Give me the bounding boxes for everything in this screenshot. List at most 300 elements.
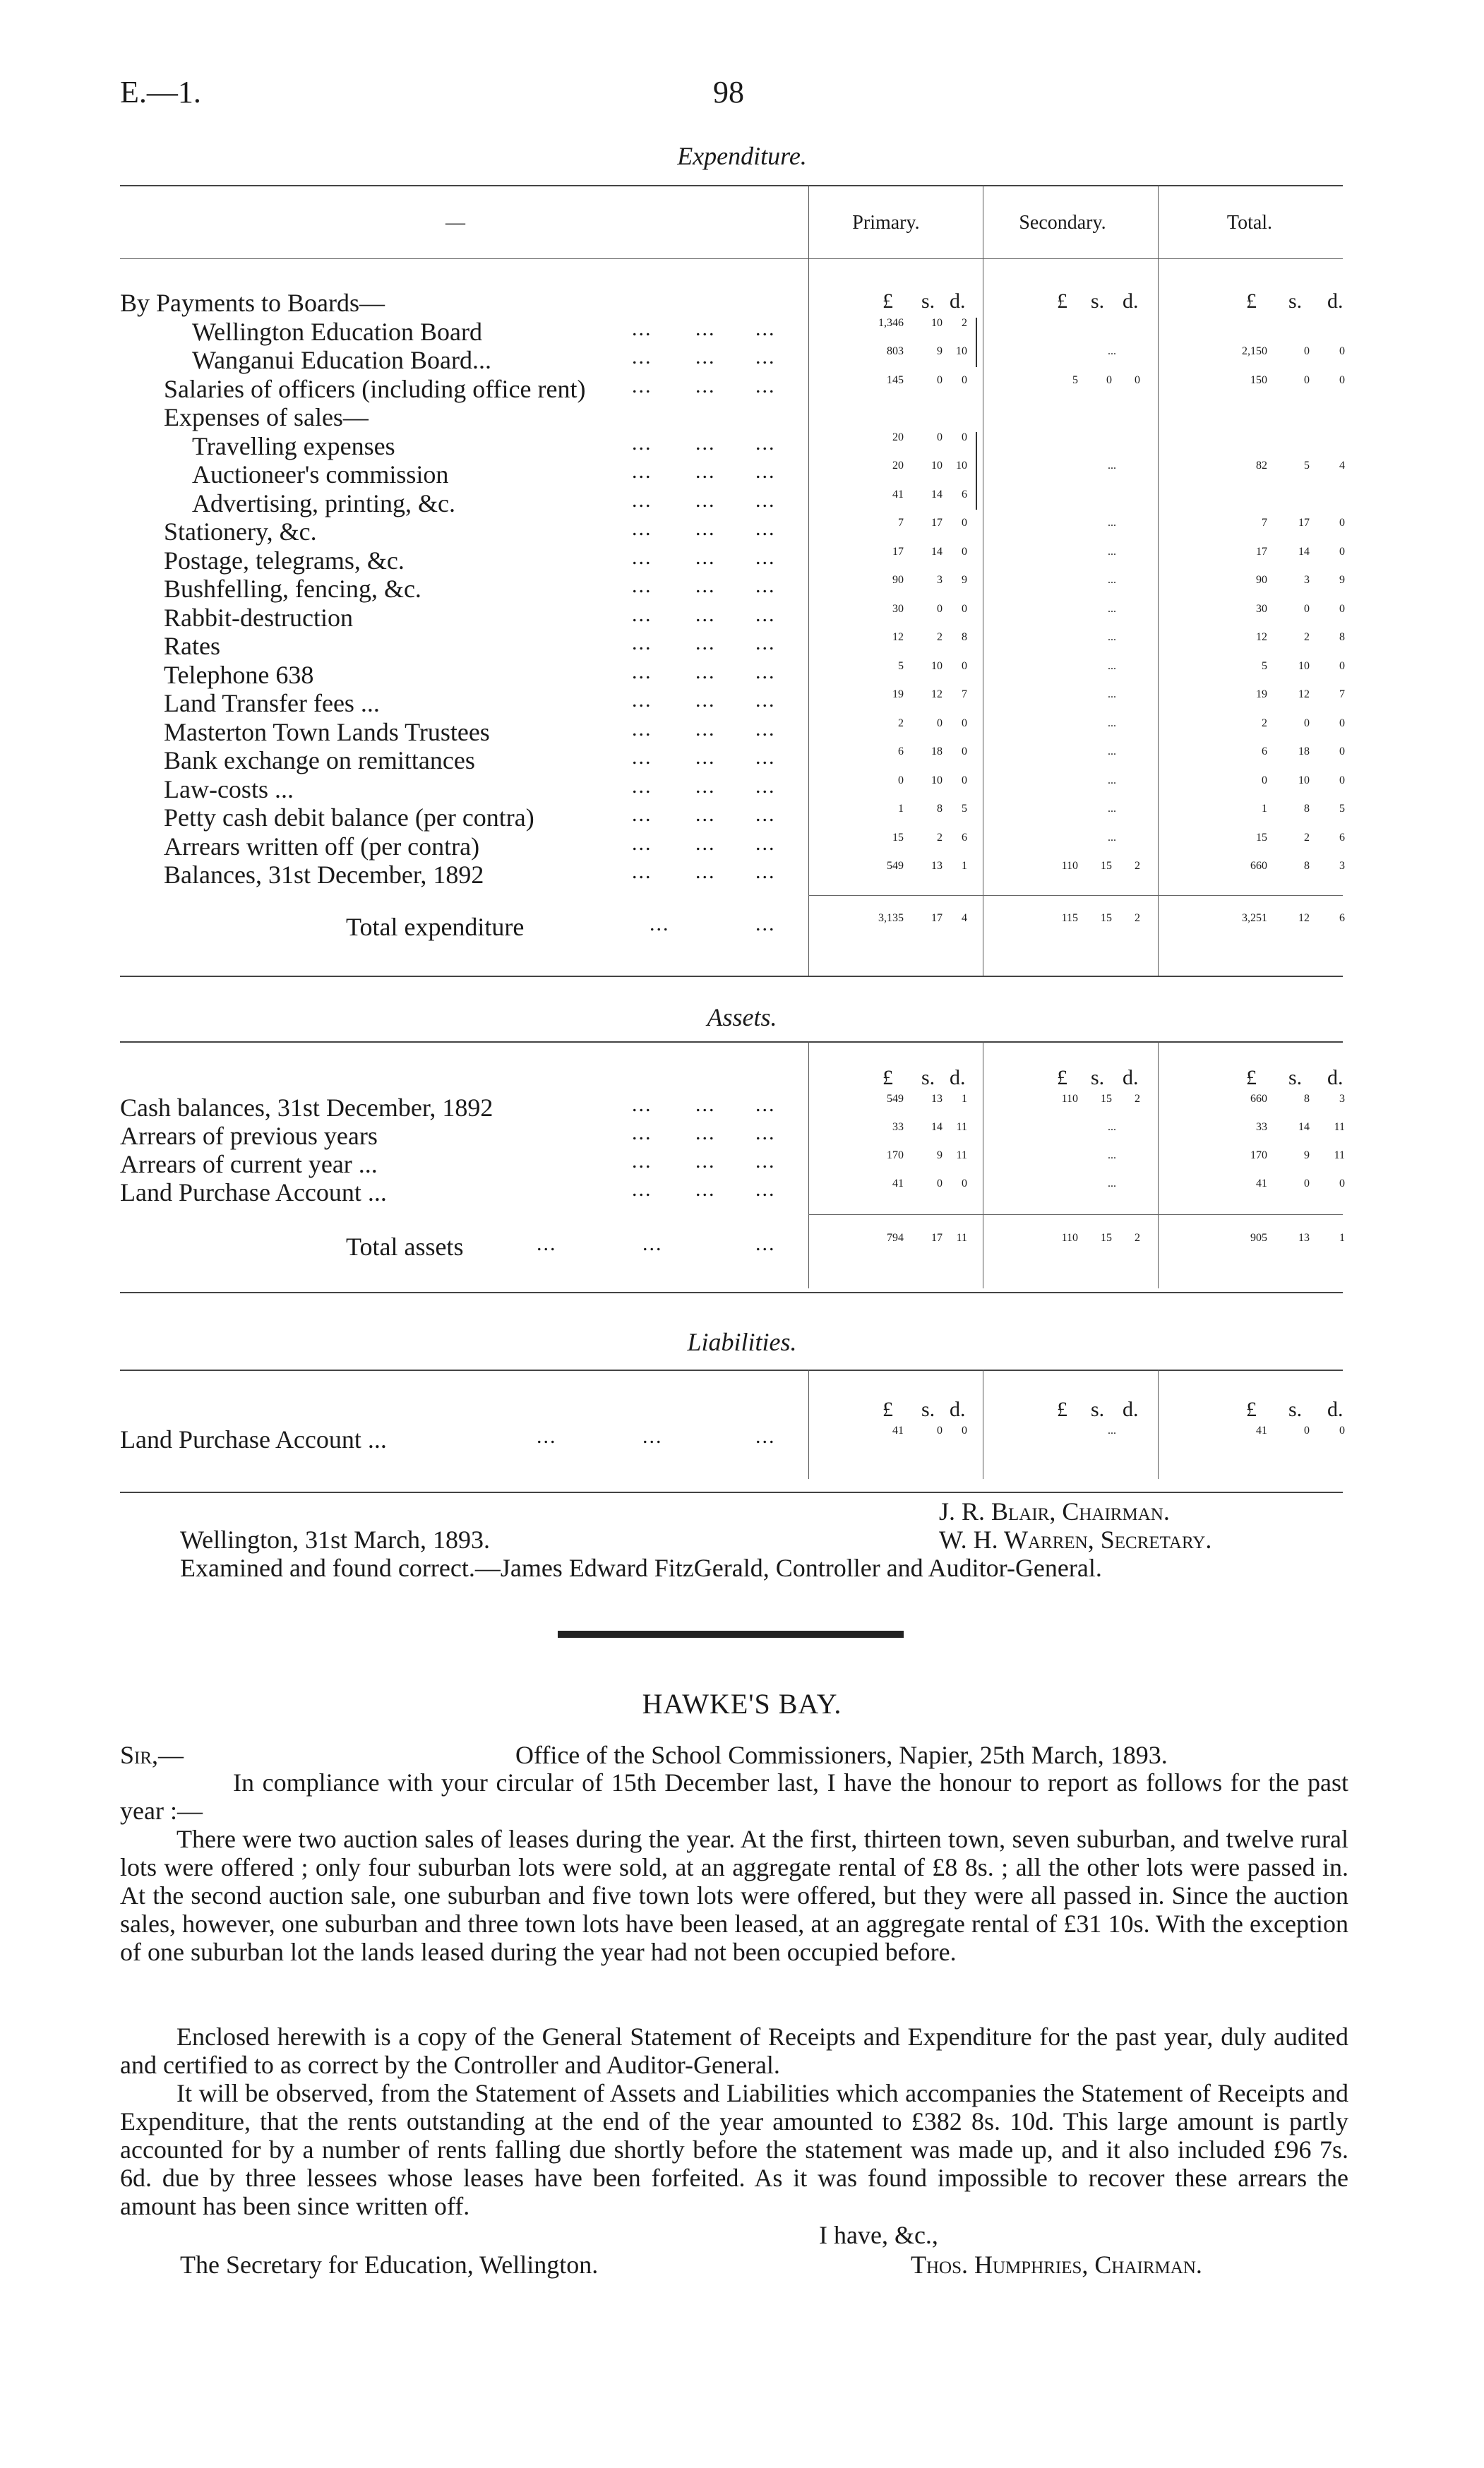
expenditure-row-primary-d: 0	[962, 660, 967, 672]
expenditure-row-label: Arrears written off (per contra)	[164, 832, 480, 861]
leader-dots: ...	[695, 460, 716, 483]
expenditure-row-primary-s: 2	[937, 631, 943, 643]
expenditure-row-total-d: 0	[1339, 774, 1345, 786]
leader-dots: ...	[632, 803, 652, 826]
assets-row-total-s: 14	[1298, 1121, 1310, 1133]
assets-row-secondary-l: 110	[1061, 1093, 1078, 1105]
leader-dots: ...	[755, 431, 776, 455]
leader-dots: ...	[755, 317, 776, 340]
liabilities-row-primary-l: 41	[892, 1425, 904, 1437]
assets-row-primary-d: 11	[956, 1149, 967, 1161]
leader-dots: ...	[632, 631, 652, 654]
section-divider-ornament	[558, 1631, 904, 1638]
expenditure-row-label: Land Transfer fees ...	[164, 689, 380, 717]
letter-paragraph-1: In compliance with your circular of 15th December last, I have the honour to report as follows for the past year :—	[120, 1768, 1348, 1825]
assets-total-total-d: 1	[1339, 1232, 1345, 1244]
leader-dots: ...	[632, 603, 652, 626]
expenditure-row-total-d: 7	[1339, 688, 1345, 700]
liabilities-top-rule	[120, 1370, 1343, 1371]
expenditure-row-primary-d: 7	[962, 688, 967, 700]
expenditure-bottom-rule	[120, 976, 1343, 977]
assets-currency-secondary-l: £	[1057, 1066, 1067, 1089]
expenditure-row-secondary-ellipsis: ...	[1108, 688, 1116, 700]
expenditure-row-primary-d: 0	[962, 517, 967, 529]
letter-heading: HAWKE'S BAY.	[642, 1688, 842, 1720]
assets-row-primary-s: 13	[931, 1093, 943, 1105]
assets-row-label: Arrears of current year ...	[120, 1150, 378, 1178]
expenditure-row-primary-d: 2	[962, 317, 967, 329]
assets-row-primary-d: 1	[962, 1093, 967, 1105]
leader-dots: ...	[695, 688, 716, 712]
expenditure-row-total-s: 10	[1298, 660, 1310, 672]
leader-dots: ...	[642, 1425, 663, 1448]
assets-currency-total-d: d.	[1327, 1066, 1344, 1089]
expenditure-row-label: Balances, 31st December, 1892	[164, 861, 484, 889]
expenditure-row-primary-d: 10	[956, 460, 967, 472]
liabilities-currency-primary-s: s.	[921, 1398, 935, 1421]
expenditure-row-primary-s: 10	[931, 460, 943, 472]
leader-dots: ...	[695, 660, 716, 683]
leader-dots: ...	[755, 345, 776, 369]
expenditure-row-primary-s: 17	[931, 517, 943, 529]
expenditure-row-secondary-ellipsis: ...	[1108, 774, 1116, 786]
expenditure-row-total-s: 2	[1304, 631, 1310, 643]
leader-dots: ...	[695, 803, 716, 826]
expenditure-row-primary-s: 0	[937, 374, 943, 386]
expenditure-row-total-l: 17	[1256, 546, 1267, 558]
expenditure-total-secondary-l: 115	[1061, 912, 1078, 924]
expenditure-row-primary-l: 5	[898, 660, 904, 672]
expenditure-row-total-l: 0	[1262, 774, 1267, 786]
expenditure-row-total-d: 0	[1339, 745, 1345, 757]
expenditure-row-label: Advertising, printing, &c.	[192, 489, 455, 517]
leader-dots: ...	[695, 489, 716, 512]
liabilities-bottom-rule	[120, 1492, 1343, 1493]
expenditure-row-primary-s: 18	[931, 745, 943, 757]
leader-dots: ...	[632, 431, 652, 455]
leader-dots: ...	[537, 1425, 557, 1448]
expenditure-row-secondary-ellipsis: ...	[1108, 517, 1116, 529]
leader-dots: ...	[695, 774, 716, 798]
expenditure-row-secondary-ellipsis: ...	[1108, 460, 1116, 472]
expenditure-row-primary-l: 6	[898, 745, 904, 757]
expenditure-row-total-l: 660	[1250, 860, 1267, 872]
expenditure-row-primary-s: 14	[931, 546, 943, 558]
assets-currency-secondary-d: d.	[1123, 1066, 1139, 1089]
leader-dots: ...	[632, 832, 652, 855]
liabilities-row-total-l: 41	[1256, 1425, 1267, 1437]
expenditure-row-total-l: 2,150	[1242, 345, 1267, 357]
liabilities-row-total-s: 0	[1304, 1425, 1310, 1437]
liabilities-row-primary-s: 0	[937, 1425, 943, 1437]
expenditure-row-primary-d: 1	[962, 860, 967, 872]
expenditure-currency-primary-s: s.	[921, 289, 935, 313]
assets-row-primary-d: 11	[956, 1121, 967, 1133]
expenditure-title: Expenditure.	[677, 142, 807, 170]
expenditure-row-label: Postage, telegrams, &c.	[164, 546, 405, 575]
expenditure-currency-total-s: s.	[1288, 289, 1303, 313]
assets-currency-secondary-s: s.	[1091, 1066, 1105, 1089]
expenditure-row-total-l: 15	[1256, 832, 1267, 844]
expenditure-row-primary-s: 10	[931, 774, 943, 786]
col-secondary-header: Secondary.	[1019, 212, 1106, 234]
expenditure-row-primary-s: 8	[937, 803, 943, 815]
leader-dots: ...	[755, 717, 776, 741]
expenditure-row-primary-d: 0	[962, 374, 967, 386]
expenditure-row-total-l: 12	[1256, 631, 1267, 643]
assets-column-rule-0	[808, 1041, 809, 1288]
col-blank-header: —	[445, 212, 465, 234]
expenditure-row-total-d: 4	[1339, 460, 1345, 472]
leader-dots: ...	[632, 546, 652, 569]
expenditure-row-primary-l: 41	[892, 489, 904, 501]
page-number: 98	[713, 75, 744, 109]
expenditure-total-secondary-d: 2	[1135, 912, 1140, 924]
liabilities-currency-primary-d: d.	[950, 1398, 966, 1421]
leader-dots: ...	[755, 546, 776, 569]
expenditure-row-primary-l: 15	[892, 832, 904, 844]
liabilities-currency-secondary-d: d.	[1123, 1398, 1139, 1421]
assets-row-total-d: 11	[1334, 1149, 1345, 1161]
leader-dots: ...	[632, 489, 652, 512]
assets-row-label: Arrears of previous years	[120, 1122, 378, 1150]
expenditure-row-total-s: 14	[1298, 546, 1310, 558]
leader-dots: ...	[632, 317, 652, 340]
assets-row-total-l: 660	[1250, 1093, 1267, 1105]
leader-dots: ...	[695, 431, 716, 455]
assets-row-total-d: 11	[1334, 1121, 1345, 1133]
assets-row-secondary-d: 2	[1135, 1093, 1140, 1105]
assets-row-primary-l: 549	[887, 1093, 904, 1105]
leader-dots: ...	[632, 460, 652, 483]
leader-dots: ...	[695, 345, 716, 369]
liabilities-currency-total-d: d.	[1327, 1398, 1344, 1421]
leader-dots: ...	[755, 860, 776, 883]
expenditure-row-total-d: 0	[1339, 603, 1345, 615]
assets-row-label: Land Purchase Account ...	[120, 1178, 387, 1206]
leader-dots: ...	[695, 832, 716, 855]
leader-dots: ...	[632, 860, 652, 883]
expenditure-row-secondary-ellipsis: ...	[1108, 803, 1116, 815]
expenditure-row-total-l: 1	[1262, 803, 1267, 815]
leader-dots: ...	[537, 1232, 557, 1255]
expenditure-row-primary-d: 9	[962, 574, 967, 586]
expenditure-currency-total-d: d.	[1327, 289, 1344, 313]
leader-dots: ...	[755, 660, 776, 683]
leader-dots: ...	[632, 774, 652, 798]
expenditure-row-total-s: 10	[1298, 774, 1310, 786]
leader-dots: ...	[632, 688, 652, 712]
expenditure-row-total-s: 18	[1298, 745, 1310, 757]
expenditure-row-primary-l: 1	[898, 803, 904, 815]
expenditure-total-primary-s: 17	[931, 912, 943, 924]
assets-row-primary-l: 41	[892, 1178, 904, 1190]
expenditure-row-primary-d: 10	[956, 345, 967, 357]
expenditure-row-primary-d: 0	[962, 546, 967, 558]
expenditure-currency-secondary-l: £	[1057, 289, 1067, 313]
expenditure-row-total-s: 0	[1304, 374, 1310, 386]
assets-total-secondary-s: 15	[1101, 1232, 1112, 1244]
assets-total-primary-s: 17	[931, 1232, 943, 1244]
liabilities-currency-total-l: £	[1246, 1398, 1257, 1421]
expenditure-total-rule	[808, 895, 1343, 896]
expenditure-row-primary-d: 6	[962, 489, 967, 501]
expenditure-row-primary-d: 6	[962, 832, 967, 844]
assets-bottom-rule	[120, 1292, 1343, 1293]
leader-dots: ...	[632, 574, 652, 597]
letter-addressee: The Secretary for Education, Wellington.	[180, 2251, 599, 2279]
assets-row-secondary-ellipsis: ...	[1108, 1178, 1116, 1190]
liabilities-currency-secondary-l: £	[1057, 1398, 1067, 1421]
chairman-signature: J. R. Blair, Chairman.	[939, 1497, 1170, 1526]
expenditure-row-primary-d: 0	[962, 774, 967, 786]
expenditure-row-total-l: 5	[1262, 660, 1267, 672]
leader-dots: ...	[632, 717, 652, 741]
expenditure-row-total-d: 5	[1339, 803, 1345, 815]
letter-address: Office of the School Commissioners, Napier, 25th March, 1893.	[515, 1741, 1168, 1769]
leader-dots: ...	[695, 745, 716, 769]
expenditure-row-primary-s: 14	[931, 489, 943, 501]
expenditure-row-primary-l: 90	[892, 574, 904, 586]
expenditure-row-total-d: 0	[1339, 517, 1345, 529]
expenditure-row-total-s: 0	[1304, 345, 1310, 357]
expenditure-row-secondary-ellipsis: ...	[1108, 345, 1116, 357]
expenditure-row-total-s: 0	[1304, 717, 1310, 729]
leader-dots: ...	[755, 517, 776, 540]
expenditure-row-primary-l: 19	[892, 688, 904, 700]
leader-dots: ...	[755, 489, 776, 512]
expenditure-row-total-s: 0	[1304, 603, 1310, 615]
expenditure-row-label: Law-costs ...	[164, 775, 294, 803]
letter-paragraph-4: It will be observed, from the Statement of Assets and Liabilities which accompanies the Statement of Receipts and Expenditure, that the rents outstanding at the end of the year amounted to £382 8s. 10d. This large amount is partly accounted for by a number of rents falling due shortly before the statement was made up, and it also included £96 7s. 6d. due by three lessees whose leases have been forfeited. As it was found impossible to recover these arrears the amount has been since written off.	[120, 2079, 1348, 2220]
assets-row-primary-s: 9	[937, 1149, 943, 1161]
assets-row-total-s: 8	[1304, 1093, 1310, 1105]
expenditure-row-label: Wellington Education Board	[192, 318, 483, 346]
leader-dots: ...	[632, 660, 652, 683]
leader-dots: ...	[755, 574, 776, 597]
leader-dots: ...	[755, 1425, 776, 1448]
leader-dots: ...	[632, 517, 652, 540]
expenditure-top-rule	[120, 185, 1343, 186]
expenditure-row-total-l: 82	[1256, 460, 1267, 472]
expenditure-row-primary-l: 803	[887, 345, 904, 357]
expenditure-row-total-d: 0	[1339, 374, 1345, 386]
expenditure-row-label: Masterton Town Lands Trustees	[164, 718, 490, 746]
expenditure-row-total-l: 90	[1256, 574, 1267, 586]
secretary-signature: W. H. Warren, Secretary.	[939, 1526, 1212, 1554]
leader-dots: ...	[755, 803, 776, 826]
expenditure-row-secondary-s: 15	[1101, 860, 1112, 872]
expenditure-row-total-l: 6	[1262, 745, 1267, 757]
expenditure-row-primary-d: 0	[962, 745, 967, 757]
expenditure-row-label: Rates	[164, 632, 220, 660]
assets-title: Assets.	[707, 1003, 777, 1031]
assets-total-secondary-d: 2	[1135, 1232, 1140, 1244]
leader-dots: ...	[632, 374, 652, 397]
place-date: Wellington, 31st March, 1893.	[180, 1526, 491, 1554]
leader-dots: ...	[695, 1121, 716, 1144]
expenditure-row-secondary-ellipsis: ...	[1108, 660, 1116, 672]
expenditure-row-primary-l: 20	[892, 460, 904, 472]
expenditure-row-total-s: 8	[1304, 803, 1310, 815]
expenditure-row-total-d: 8	[1339, 631, 1345, 643]
col-primary-header: Primary.	[852, 212, 920, 234]
leader-dots: ...	[695, 574, 716, 597]
leader-dots: ...	[632, 1149, 652, 1173]
expenditure-total-primary-d: 4	[962, 912, 967, 924]
leader-dots: ...	[755, 631, 776, 654]
expenditure-row-primary-d: 0	[962, 603, 967, 615]
expenditure-row-primary-s: 0	[937, 431, 943, 443]
expenditure-row-total-s: 12	[1298, 688, 1310, 700]
assets-top-rule	[120, 1041, 1343, 1043]
letter-closing: I have, &c.,	[819, 2221, 938, 2249]
expenditure-row-total-l: 30	[1256, 603, 1267, 615]
leader-dots: ...	[632, 1121, 652, 1144]
assets-row-primary-l: 33	[892, 1121, 904, 1133]
assets-row-primary-s: 0	[937, 1178, 943, 1190]
expenditure-row-secondary-d: 2	[1135, 860, 1140, 872]
expenditure-row-label: Wanganui Education Board...	[192, 346, 491, 374]
expenditure-total-primary-l: 3,135	[878, 912, 904, 924]
leader-dots: ...	[650, 912, 670, 935]
report-code: E.—1.	[120, 75, 201, 109]
leader-dots: ...	[695, 631, 716, 654]
expenditure-row-primary-s: 9	[937, 345, 943, 357]
expenditure-row-primary-l: 1,346	[878, 317, 904, 329]
assets-total-secondary-l: 110	[1061, 1232, 1078, 1244]
expenditure-row-primary-s: 0	[937, 717, 943, 729]
assets-currency-primary-l: £	[882, 1066, 893, 1089]
expenditure-row-label: Bushfelling, fencing, &c.	[164, 575, 421, 603]
expenditure-row-primary-d: 0	[962, 431, 967, 443]
leader-dots: ...	[695, 717, 716, 741]
assets-row-total-l: 41	[1256, 1178, 1267, 1190]
expenditure-row-label: Stationery, &c.	[164, 517, 317, 546]
expenditure-currency-primary-l: £	[882, 289, 893, 313]
expenditure-row-secondary-l: 110	[1061, 860, 1078, 872]
assets-total-primary-d: 11	[956, 1232, 967, 1244]
expenditure-row-label: Bank exchange on remittances	[164, 746, 475, 774]
leader-dots: ...	[755, 603, 776, 626]
leader-dots: ...	[755, 460, 776, 483]
expenditure-row-label: By Payments to Boards—	[120, 289, 385, 317]
assets-row-total-s: 0	[1304, 1178, 1310, 1190]
expenditure-total-total-l: 3,251	[1242, 912, 1267, 924]
leader-dots: ...	[755, 1121, 776, 1144]
col-total-header: Total.	[1226, 212, 1273, 234]
expenditure-row-total-s: 8	[1304, 860, 1310, 872]
leader-dots: ...	[632, 745, 652, 769]
expenditure-row-total-d: 9	[1339, 574, 1345, 586]
expenditure-currency-secondary-d: d.	[1123, 289, 1139, 313]
assets-row-total-d: 3	[1339, 1093, 1345, 1105]
expenditure-row-primary-l: 7	[898, 517, 904, 529]
leader-dots: ...	[695, 1178, 716, 1201]
expenditure-currency-secondary-s: s.	[1091, 289, 1105, 313]
leader-dots: ...	[695, 860, 716, 883]
expenditure-row-total-s: 3	[1304, 574, 1310, 586]
expenditure-row-primary-s: 2	[937, 832, 943, 844]
expenditure-row-total-s: 2	[1304, 832, 1310, 844]
liabilities-currency-total-s: s.	[1288, 1398, 1303, 1421]
assets-total-total-s: 13	[1298, 1232, 1310, 1244]
expenditure-row-secondary-ellipsis: ...	[1108, 603, 1116, 615]
assets-row-primary-d: 0	[962, 1178, 967, 1190]
liabilities-row-secondary-ellipsis: ...	[1108, 1425, 1116, 1437]
assets-currency-primary-s: s.	[921, 1066, 935, 1089]
expenditure-total-secondary-s: 15	[1101, 912, 1112, 924]
liabilities-row-primary-d: 0	[962, 1425, 967, 1437]
expenditure-row-total-d: 0	[1339, 546, 1345, 558]
leader-dots: ...	[755, 832, 776, 855]
assets-row-secondary-ellipsis: ...	[1108, 1149, 1116, 1161]
expenditure-row-secondary-ellipsis: ...	[1108, 745, 1116, 757]
expenditure-total-total-s: 12	[1298, 912, 1310, 924]
expenditure-currency-primary-d: d.	[950, 289, 966, 313]
assets-total-primary-l: 794	[887, 1232, 904, 1244]
expenditure-row-secondary-s: 0	[1106, 374, 1112, 386]
leader-dots: ...	[755, 1149, 776, 1173]
assets-currency-total-l: £	[1246, 1066, 1257, 1089]
leader-dots: ...	[695, 374, 716, 397]
assets-total-total-l: 905	[1250, 1232, 1267, 1244]
assets-row-primary-s: 14	[931, 1121, 943, 1133]
leader-dots: ...	[695, 317, 716, 340]
expenditure-currency-total-l: £	[1246, 289, 1257, 313]
liabilities-row-label: Land Purchase Account ...	[120, 1425, 387, 1454]
auditor-certificate: Examined and found correct.—James Edward FitzGerald, Controller and Auditor-General.	[180, 1554, 1102, 1582]
leader-dots: ...	[695, 603, 716, 626]
expenditure-row-total-d: 0	[1339, 660, 1345, 672]
leader-dots: ...	[755, 1178, 776, 1201]
expenditure-row-primary-s: 10	[931, 660, 943, 672]
leader-dots: ...	[755, 745, 776, 769]
letter-salutation: Sir,—	[120, 1741, 184, 1769]
assets-total-rule	[808, 1214, 1343, 1215]
expenditure-row-total-l: 7	[1262, 517, 1267, 529]
expenditure-row-primary-d: 8	[962, 631, 967, 643]
leader-dots: ...	[755, 774, 776, 798]
letter-paragraph-2: There were two auction sales of leases during the year. At the first, thirteen town, seven suburban, and twelve rural lots were offered ; only four suburban lots were sold, at an aggregate rental of £8 8s. ; all the other lots were passed in. At the second auction sale, one suburban and five town lots were offered, but they were all passed in. Since the auction sales, however, one suburban and three town lots have been leased, at an aggregate rental of £31 10s. With the exception of one suburban lot the lands leased during the year had not been occupied before.	[120, 1825, 1348, 1966]
expenditure-row-total-s: 17	[1298, 517, 1310, 529]
leader-dots: ...	[755, 688, 776, 712]
expenditure-row-primary-l: 20	[892, 431, 904, 443]
liabilities-row-total-d: 0	[1339, 1425, 1345, 1437]
assets-row-total-l: 170	[1250, 1149, 1267, 1161]
expenditure-row-primary-l: 145	[887, 374, 904, 386]
leader-dots: ...	[695, 1093, 716, 1116]
expenditure-row-primary-s: 3	[937, 574, 943, 586]
assets-row-primary-l: 170	[887, 1149, 904, 1161]
assets-row-total-l: 33	[1256, 1121, 1267, 1133]
liabilities-currency-secondary-s: s.	[1091, 1398, 1105, 1421]
leader-dots: ...	[632, 345, 652, 369]
assets-row-label: Cash balances, 31st December, 1892	[120, 1094, 493, 1122]
expenditure-head-rule	[120, 258, 1343, 259]
expenditure-row-primary-l: 17	[892, 546, 904, 558]
letter-paragraph-3: Enclosed herewith is a copy of the General Statement of Receipts and Expenditure for the past year, duly audited and certified to as correct by the Controller and Auditor-General.	[120, 2023, 1348, 2079]
expenditure-row-primary-s: 13	[931, 860, 943, 872]
expenditure-row-total-l: 150	[1250, 374, 1267, 386]
expenditure-total-total-d: 6	[1339, 912, 1345, 924]
expenditure-row-primary-l: 549	[887, 860, 904, 872]
expenditure-row-secondary-ellipsis: ...	[1108, 546, 1116, 558]
expenditure-row-total-d: 0	[1339, 717, 1345, 729]
expenditure-row-total-d: 6	[1339, 832, 1345, 844]
assets-column-rule-2	[1158, 1041, 1159, 1288]
assets-currency-total-s: s.	[1288, 1066, 1303, 1089]
